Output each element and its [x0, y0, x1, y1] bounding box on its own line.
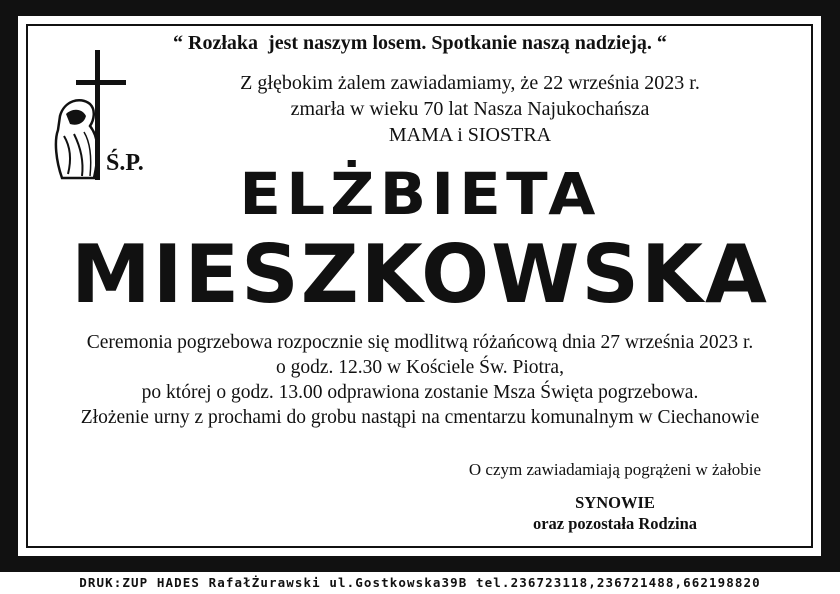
ceremony-line: Złożenie urny z prochami do grobu nastąpi na cmentarzu komunalnym w Ciechanowie: [80, 407, 760, 428]
mourners-line: SYNOWIE: [575, 493, 655, 512]
announcement: [150, 70, 790, 148]
ceremony-line: po której o godz. 13.00 odprawiona zostanie Msza Święta pogrzebowa.: [141, 382, 699, 403]
mourners-notice: O czym zawiadamiają pogrążeni w żałobie: [468, 460, 762, 479]
memorial-quote: “ Rozłaka jest naszym losem. Spotkanie naszą nadzieją. “: [173, 32, 667, 54]
deceased-first-name: ELŻBIETA: [239, 160, 601, 228]
announcement-line: zmarła w wieku 70 lat Nasza Najukochańsza: [290, 98, 650, 120]
announcement-line: MAMA i SIOSTRA: [388, 124, 552, 146]
announcement-line: Z głębokim żalem zawiadamiamy, że 22 września 2023 r.: [240, 72, 700, 94]
printer-footer: DRUK:ZUP HADES RafałŻurawski ul.Gostkowska39B tel.236723118,236721488,662198820: [79, 575, 761, 590]
ceremony-line: o godz. 12.30 w Kościele Św. Piotra,: [276, 357, 564, 378]
mourners-line: oraz pozostała Rodzina: [532, 514, 698, 533]
deceased-last-name: MIESZKOWSKA: [71, 228, 769, 321]
ceremony-line: Ceremonia pogrzebowa rozpocznie się modlitwą różańcową dnia 27 września 2023 r.: [86, 332, 754, 353]
mourners-signature: [470, 492, 760, 534]
ceremony-details: [40, 330, 800, 430]
prefix-sp: Ś.P.: [106, 150, 144, 176]
